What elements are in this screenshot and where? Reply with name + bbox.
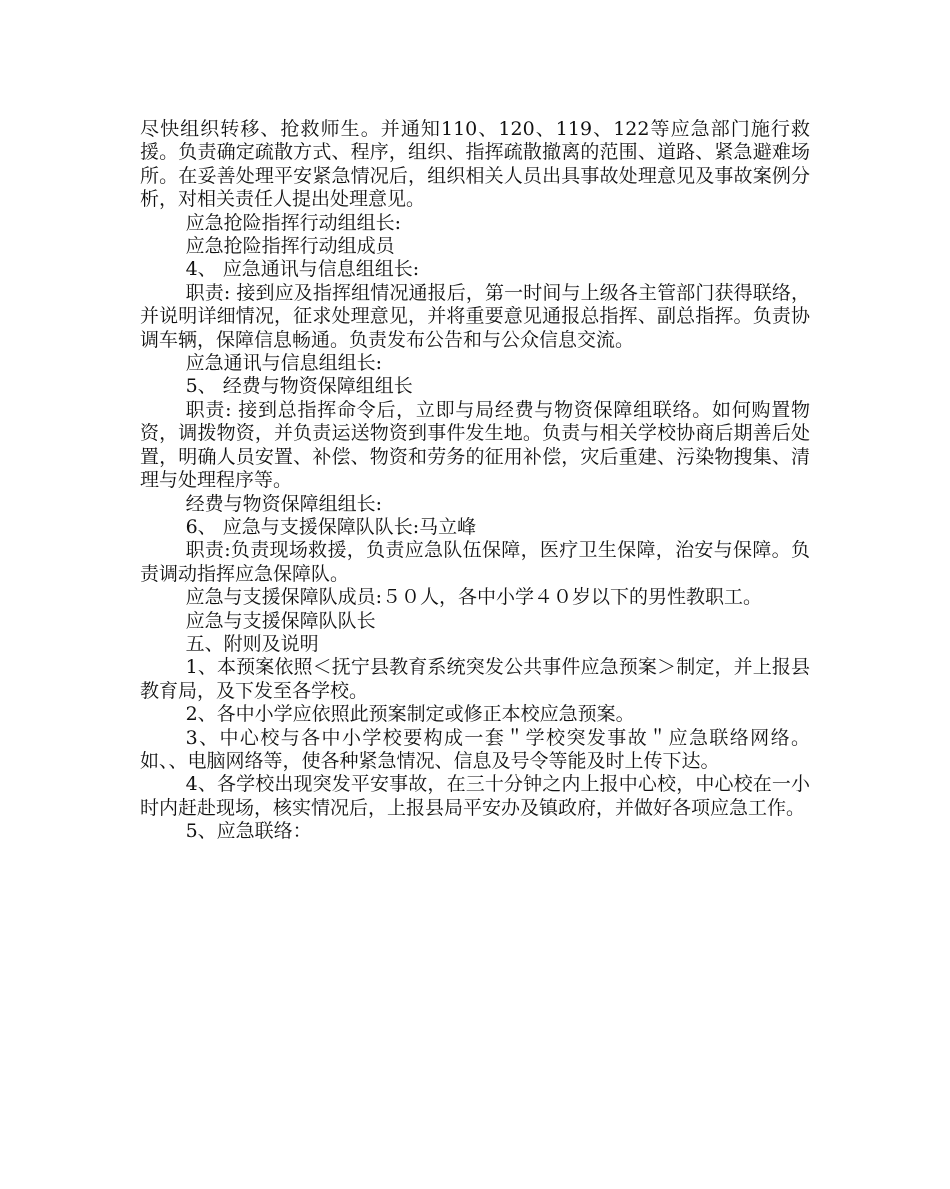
paragraph-continuation: 尽快组织转移、抢救师生。并通知110、120、119、122等应急部门施行救援。负责确定疏散方式、程序，组织、指挥疏散撤离的范围、道路、紧急避难场所。在妥善处理平安紧急情况后，组织相关人员出具事故处理意见及事故案例分析，对相关责任人提出处理意见。	[140, 118, 810, 211]
paragraph-comm-leader: 应急通讯与信息组组长:	[185, 352, 382, 375]
heading-support-team: 6、 应急与支援保障队队长:马立峰	[185, 515, 477, 538]
paragraph-appendix-4: 4、各学校出现突发平安事故，在三十分钟之内上报中心校，中心校在一小时内赶赴现场，核实情况后，上报县局平安办及镇政府，并做好各项应急工作。	[140, 773, 810, 819]
paragraph-rescue-members: 应急抢险指挥行动组成员	[185, 235, 395, 258]
paragraph-rescue-leader: 应急抢险指挥行动组组长:	[185, 211, 401, 234]
paragraph-support-duties: 职责:负责现场救援，负责应急队伍保障，医疗卫生保障，治安与保障。负责调动指挥应急保障队。	[140, 539, 810, 585]
paragraph-funding-leader: 经费与物资保障组组长:	[185, 492, 382, 515]
paragraph-support-leader: 应急与支援保障队队长	[185, 609, 376, 632]
heading-funding-group: 5、 经费与物资保障组组长	[185, 375, 413, 398]
paragraph-support-members: 应急与支援保障队成员:５０人，各中小学４０岁以下的男性教职工。	[185, 586, 762, 609]
paragraph-appendix-5: 5、应急联络：	[185, 820, 312, 843]
paragraph-appendix-1: 1、本预案依照＜抚宁县教育系统突发公共事件应急预案＞制定，并上报县教育局，及下发至各学校。	[140, 656, 810, 702]
paragraph-appendix-3: 3、中心校与各中小学校要构成一套＂学校突发事故＂应急联络网络。如、、电脑网络等，使各种紧急情况、信息及号令等能及时上传下达。	[140, 726, 810, 772]
paragraph-funding-duties: 职责: 接到总指挥命令后，立即与局经费与物资保障组联络。如何购置物资，调拨物资，并负责运送物资到事件发生地。负责与相关学校协商后期善后处置，明确人员安置、补偿、物资和劳务的征用补偿，灾后重建、污染物搜集、清理与处理程序等。	[140, 398, 810, 492]
heading-appendix: 五、附则及说明	[185, 632, 319, 655]
heading-comm-group: 4、 应急通讯与信息组组长:	[185, 258, 420, 281]
paragraph-comm-duties: 职责: 接到应及指挥组情况通报后，第一时间与上级各主管部门获得联络，并说明详细情况，征求处理意见，并将重要意见通报总指挥、副总指挥。负责协调车辆，保障信息畅通。负责发布公告和与公众信息交流。	[140, 281, 810, 351]
paragraph-appendix-2: 2、各中小学应依照此预案制定或修正本校应急预案。	[185, 703, 635, 726]
document-page	[140, 118, 810, 844]
